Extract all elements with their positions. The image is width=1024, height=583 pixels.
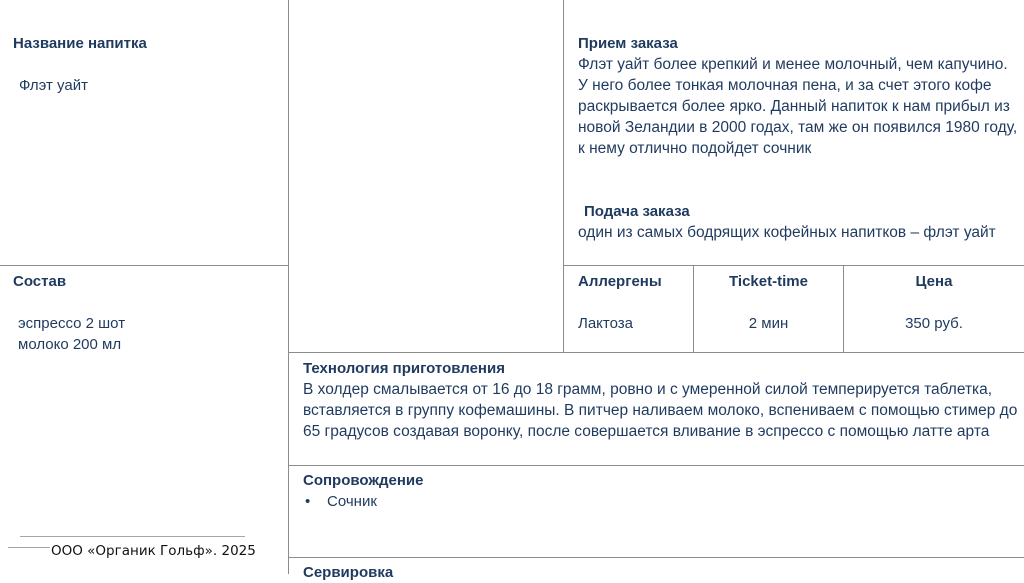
composition-item: эспрессо 2 шот <box>18 315 126 332</box>
ticket-time-value: 2 мин <box>748 315 789 332</box>
composition-label: Состав <box>13 273 67 290</box>
footer-rule-short <box>8 547 50 548</box>
technology-label: Технология приготовления <box>303 360 505 377</box>
allergens-label: Аллергены <box>578 273 662 290</box>
accompaniment-item <box>305 491 377 512</box>
allergens-value: Лактоза <box>578 315 634 332</box>
divider-left-composition <box>0 265 288 266</box>
technology-text: В холдер смалывается от 16 до 18 грамм, ровно и с умеренной силой темперируется таблетка, вставляется в группу кофемашины. В питчер наливаем молоко, вспениваем с помощью стимер до 65 градусов создавая воронку, после совершается вливание в эспрессо с помощью латте арта <box>303 381 1018 440</box>
price-value: 350 руб. <box>905 315 963 332</box>
divider-accompaniment-top <box>288 465 1024 466</box>
divider-technology-top <box>288 352 1024 353</box>
footer-rule <box>20 536 245 537</box>
accompaniment-label: Сопровождение <box>303 472 424 489</box>
footer-copyright: ООО «Органик Гольф». 2025 <box>51 543 256 559</box>
order-serving-label: Подача заказа <box>584 203 690 220</box>
drink-name-value: Флэт уайт <box>19 77 88 94</box>
serving-label: Сервировка <box>303 564 394 581</box>
drink-name-label: Название напитка <box>13 35 147 52</box>
bullet-icon: • <box>305 493 311 510</box>
divider-right-column <box>563 0 564 352</box>
composition-item: молоко 200 мл <box>18 336 122 353</box>
divider-serving-top <box>288 557 1024 558</box>
order-taking-text: Флэт уайт более крепкий и менее молочный, чем капучино. У него более тонкая молочная пена, и за счет этого кофе раскрывается более ярко. Данный напиток к нам прибыл из новой Зеландии в 2000 годах, там же он появился 1980 году, к нему отлично подойдет сочник <box>578 56 1018 157</box>
ticket-time-label: Ticket-time <box>729 273 808 290</box>
divider-table-top <box>563 265 1024 266</box>
order-taking-label: Прием заказа <box>578 35 678 52</box>
price-label: Цена <box>915 273 953 290</box>
divider-left-column <box>288 0 289 574</box>
order-serving-text: один из самых бодрящих кофейных напитков – флэт уайт <box>578 224 996 241</box>
accompaniment-item-label: Сочник <box>327 493 377 510</box>
